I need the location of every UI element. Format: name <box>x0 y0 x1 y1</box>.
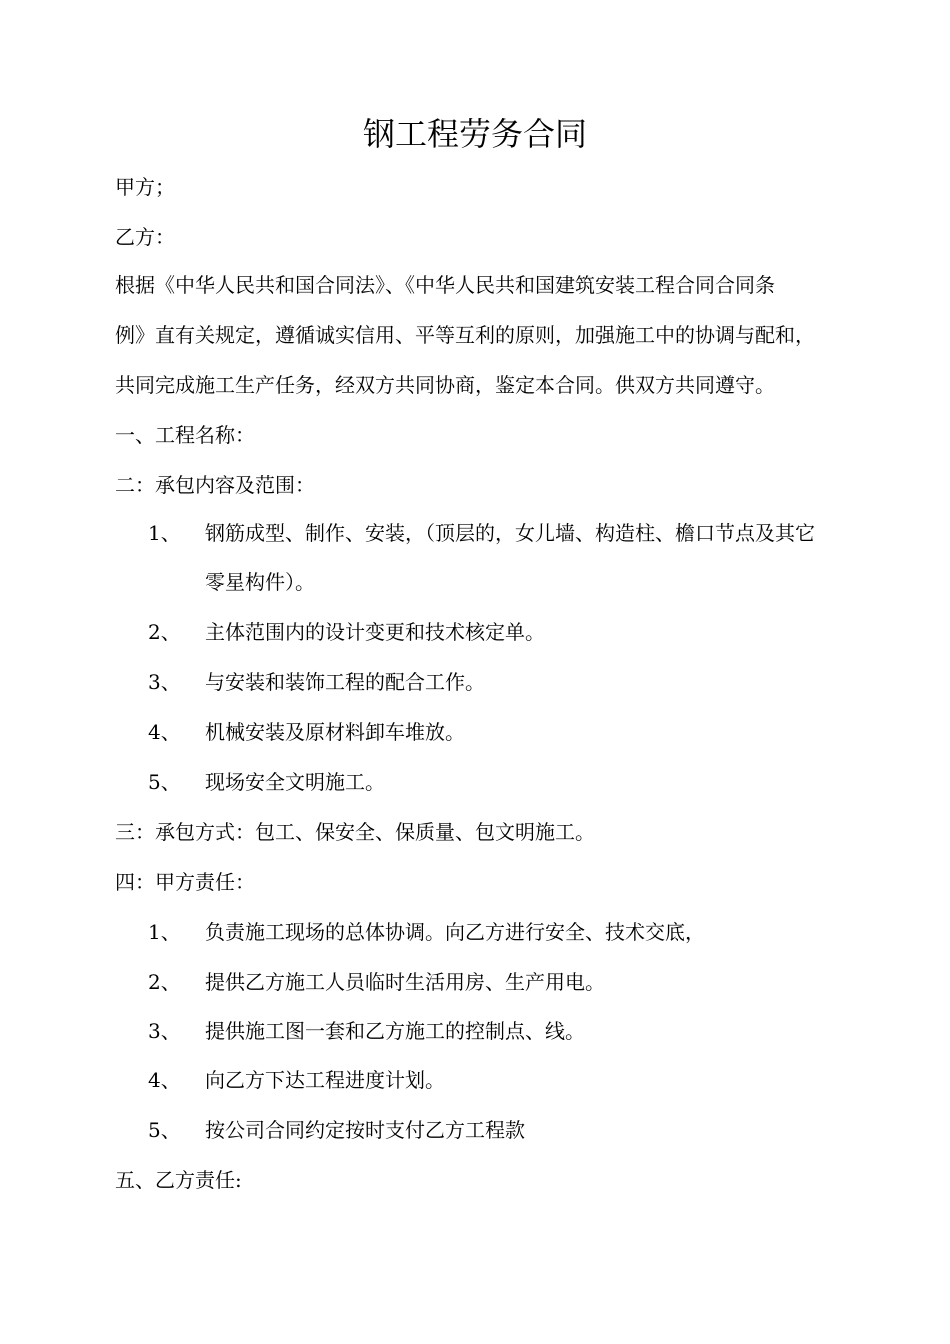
item-number: 3、 <box>148 1019 181 1043</box>
section-2-heading: 二：承包内容及范围： <box>115 473 315 497</box>
item-text: 提供施工图一套和乙方施工的控制点、线。 <box>205 1019 585 1043</box>
party-b: 乙方： <box>115 225 175 249</box>
section-1-heading: 一、工程名称： <box>115 423 255 447</box>
item-number: 2、 <box>148 620 181 644</box>
party-a: 甲方； <box>115 175 175 199</box>
section-4-heading: 四：甲方责任： <box>115 870 255 894</box>
item-number: 4、 <box>148 1068 181 1092</box>
item-text: 与安装和装饰工程的配合工作。 <box>205 670 485 694</box>
item-text: 提供乙方施工人员临时生活用房、生产用电。 <box>205 970 605 994</box>
item-text: 主体范围内的设计变更和技术核定单。 <box>205 620 545 644</box>
item-text: 钢筋成型、制作、安装，（顶层的，女儿墙、构造柱、檐口节点及其它 <box>205 521 815 545</box>
preamble-line: 共同完成施工生产任务，经双方共同协商，鉴定本合同。供双方共同遵守。 <box>115 373 775 397</box>
item-text: 按公司合同约定按时支付乙方工程款 <box>205 1118 525 1142</box>
item-number: 3、 <box>148 670 181 694</box>
item-number: 4、 <box>148 720 181 744</box>
preamble-line: 根据《中华人民共和国合同法》、《中华人民共和国建筑安装工程合同合同条 <box>115 273 775 297</box>
item-number: 1、 <box>148 920 181 944</box>
document-title: 钢工程劳务合同 <box>362 115 587 153</box>
item-text: 负责施工现场的总体协调。向乙方进行安全、技术交底， <box>205 920 705 944</box>
item-number: 5、 <box>148 770 181 794</box>
item-text: 向乙方下达工程进度计划。 <box>205 1068 445 1092</box>
preamble-line: 例》直有关规定，遵循诚实信用、平等互利的原则，加强施工中的协调与配和， <box>115 323 815 347</box>
section-3-heading: 三：承包方式：包工、保安全、保质量、包文明施工。 <box>115 820 595 844</box>
item-number: 2、 <box>148 970 181 994</box>
item-number: 1、 <box>148 521 181 545</box>
item-number: 5、 <box>148 1118 181 1142</box>
section-5-heading: 五、乙方责任: <box>115 1168 242 1192</box>
item-text: 机械安装及原材料卸车堆放。 <box>205 720 465 744</box>
item-text: 现场安全文明施工。 <box>205 770 385 794</box>
item-text: 零星构件）。 <box>205 570 315 594</box>
